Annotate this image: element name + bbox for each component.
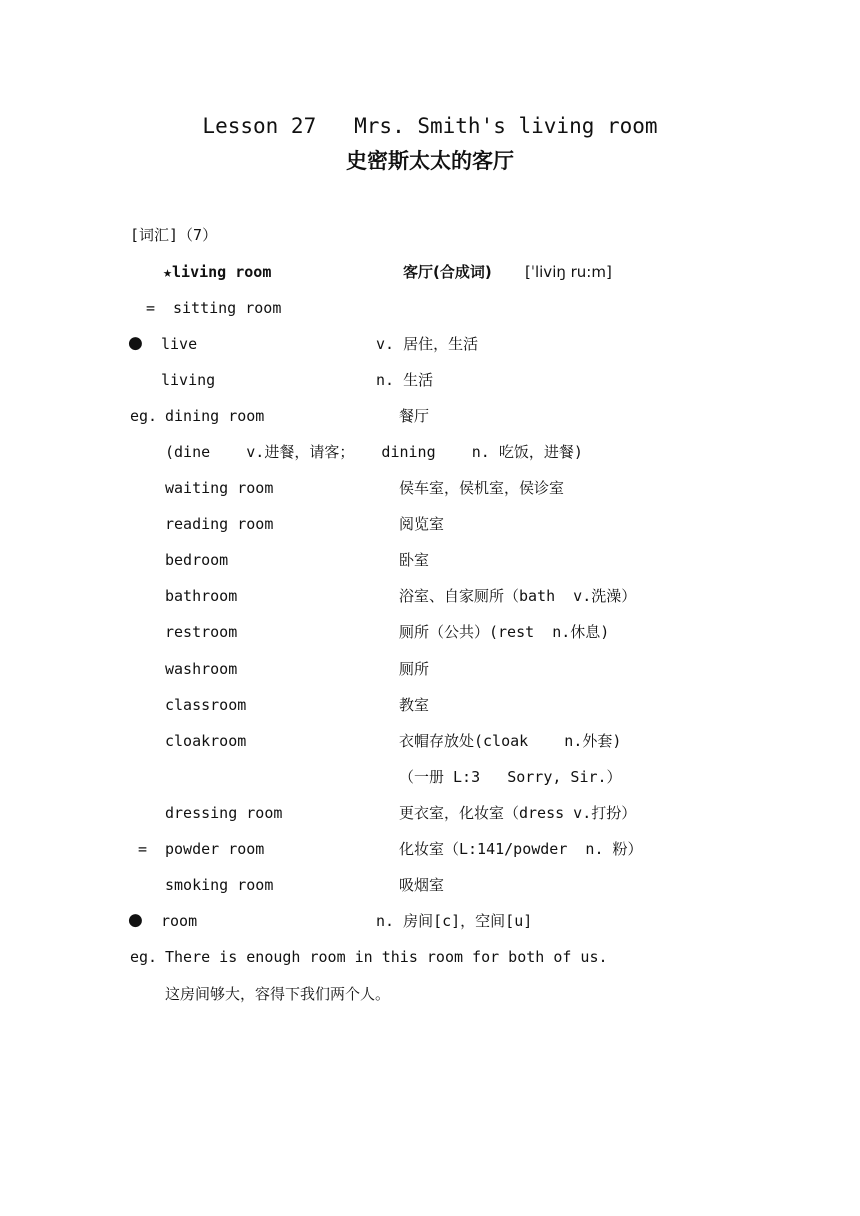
bullet-mark: ●: [128, 910, 143, 930]
entry-meaning: 侯车室，侯机室，侯诊室: [399, 479, 565, 497]
entry-word: smoking room: [165, 876, 274, 894]
entry-meaning: 化妆室（L:141/powder n. 粉）: [399, 840, 643, 858]
entry-meaning: v. 居住，生活: [376, 335, 479, 353]
entry-word: waiting room: [165, 479, 274, 497]
entry-meaning: 阅览室: [399, 515, 445, 533]
entry-word: dressing room: [165, 804, 283, 822]
equals-mark: =: [146, 299, 156, 317]
entry-meaning: 吸烟室: [399, 876, 445, 894]
entry-meaning: 客厅(合成词): [403, 263, 492, 281]
entry-word: powder room: [165, 840, 265, 858]
entry-meaning: 餐厅: [399, 407, 430, 425]
entry-meaning: 更衣室，化妆室（dress v.打扮）: [399, 804, 637, 822]
entry-word: classroom: [165, 696, 247, 714]
lesson-title-english: Lesson 27 Mrs. Smith's living room: [202, 114, 658, 138]
entry-meaning: n. 生活: [376, 371, 434, 389]
entry-word: washroom: [165, 660, 238, 678]
section-heading-vocabulary: [词汇]（7）: [130, 226, 218, 244]
entry-meaning: n. 房间[c]，空间[u]: [376, 912, 533, 930]
example-mark: eg.: [130, 407, 158, 425]
entry-meaning: 厕所: [399, 660, 430, 678]
example-sentence-chinese: 这房间够大，容得下我们两个人。: [165, 985, 391, 1003]
entry-word: ★living room: [163, 263, 272, 281]
entry-word: sitting room: [173, 299, 282, 317]
entry-meaning: 衣帽存放处(cloak n.外套): [399, 732, 622, 750]
example-mark: eg.: [130, 948, 158, 966]
entry-word: restroom: [165, 623, 238, 641]
entry-meaning: 卧室: [399, 551, 430, 569]
entry-phonetic: [ˈliviŋ ru:m]: [525, 263, 612, 281]
entry-word: cloakroom: [165, 732, 247, 750]
entry-meaning: 教室: [399, 696, 430, 714]
entry-word: live: [161, 335, 198, 353]
entry-word: bathroom: [165, 587, 238, 605]
entry-word: room: [161, 912, 198, 930]
equals-mark: =: [138, 840, 148, 858]
entry-note: (dine v.进餐，请客； dining n. 吃饭，进餐): [165, 443, 583, 461]
entry-word: living: [161, 371, 216, 389]
entry-word: reading room: [165, 515, 274, 533]
entry-word: bedroom: [165, 551, 229, 569]
entry-reference: （一册 L:3 Sorry, Sir.）: [399, 768, 622, 786]
bullet-mark: ●: [128, 333, 143, 353]
entry-word: dining room: [165, 407, 265, 425]
entry-meaning: 厕所（公共）(rest n.休息): [399, 623, 610, 641]
example-sentence-english: There is enough room in this room for both of us.: [165, 948, 608, 966]
lesson-title-chinese: 史密斯太太的客厅: [346, 149, 514, 173]
entry-meaning: 浴室、自家厕所（bath v.洗澡）: [399, 587, 637, 605]
